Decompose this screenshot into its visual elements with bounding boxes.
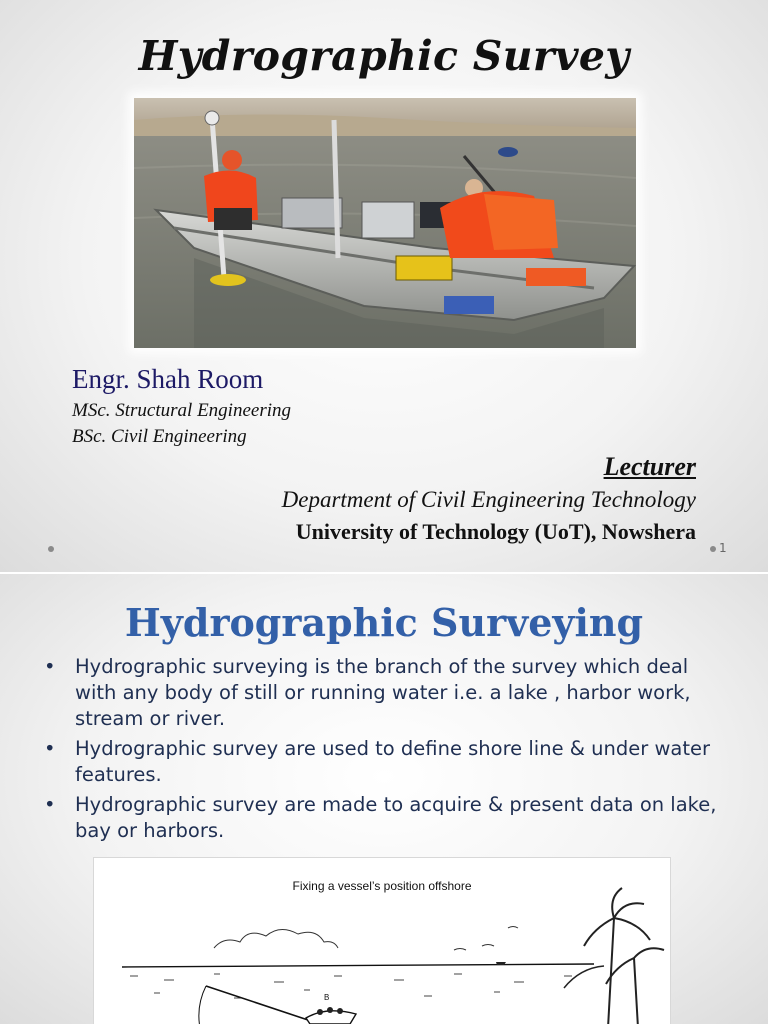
department: Department of Civil Engineering Technology (281, 487, 696, 512)
diagram-sketch (94, 858, 670, 1024)
footer-dot-left (48, 546, 54, 552)
vessel-position-diagram (93, 857, 671, 1024)
bullet-item (44, 654, 734, 732)
university: University of Technology (UoT), Nowshera (295, 519, 696, 544)
slide-number: 1 (719, 541, 727, 555)
survey-boat-photo (134, 98, 636, 348)
bullet-icon: • (44, 793, 56, 816)
footer-dot-right (710, 546, 716, 552)
bullet-list (44, 654, 734, 848)
bullet-item (44, 736, 734, 788)
bullet-icon: • (44, 737, 56, 760)
bullet-text: Hydrographic survey are made to acquire & present data on lake, bay or harbors. (75, 793, 717, 842)
bullet-icon: • (44, 655, 56, 678)
author-name: Engr. Shah Room (72, 364, 264, 394)
slide-2 (0, 574, 768, 1024)
degree-msc: MSc. Structural Engineering (72, 400, 291, 421)
bullet-text: Hydrographic survey are used to define shore line & under water features. (75, 737, 711, 786)
author-role: Lecturer (603, 452, 696, 481)
slide-title: Hydrographic Survey (138, 32, 630, 80)
slide-title: Hydrographic Surveying (124, 600, 644, 645)
diagram-marker: B (324, 993, 330, 1002)
bullet-text: Hydrographic surveying is the branch of the survey which deal with any body of still or running water i.e. a lake , harbor work, stream or river. (75, 655, 691, 730)
bullet-item (44, 792, 734, 844)
survey-boat-illustration (134, 98, 636, 348)
degree-bsc: BSc. Civil Engineering (72, 426, 247, 447)
diagram-title: Fixing a vessel’s position offshore (292, 879, 472, 893)
